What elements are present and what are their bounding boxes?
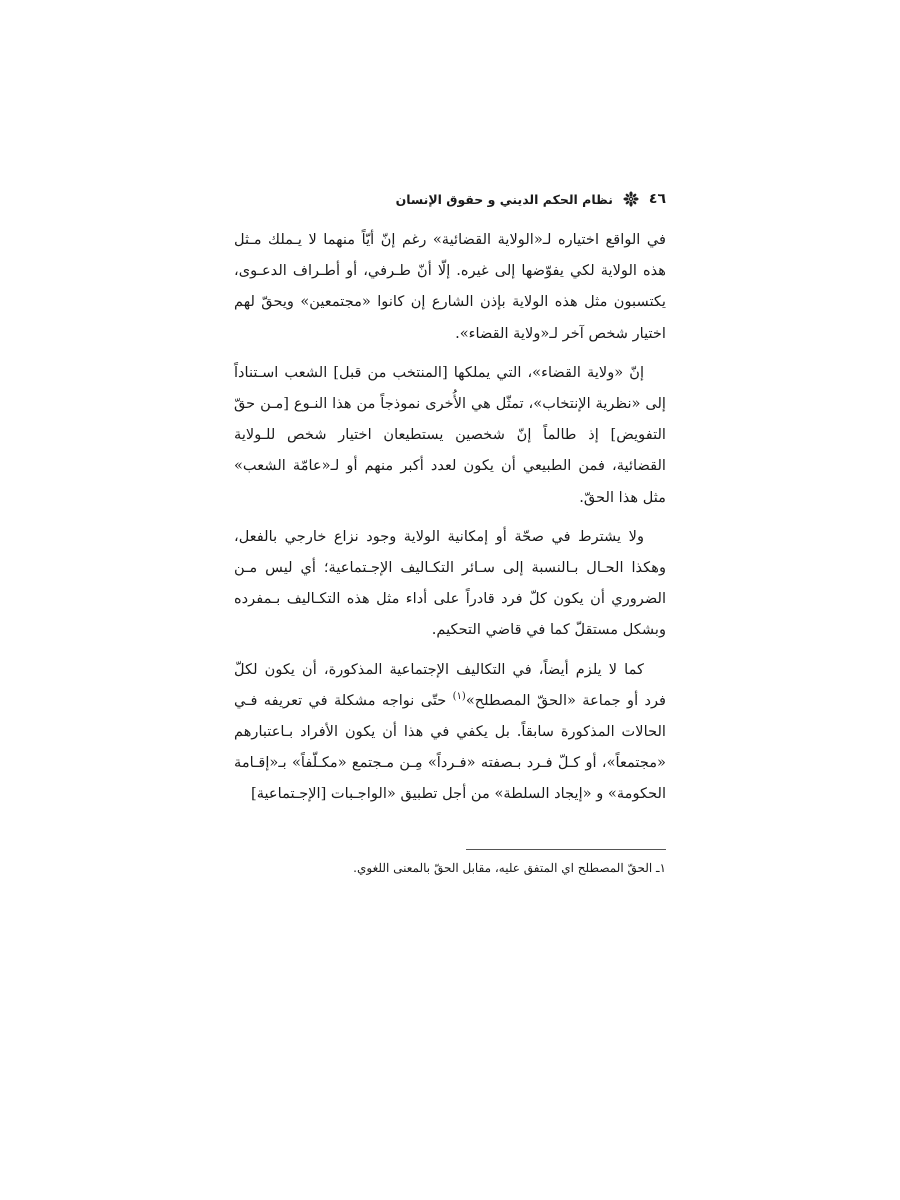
footnote: ١ـ الحقّ المصطلح اي المتفق عليه، مقابل الحقّ بالمعنى اللغوي. [353, 861, 666, 875]
flower-ornament-icon [623, 191, 639, 207]
body-text [234, 224, 666, 818]
paragraph-1: في الواقع اختياره لـ«الولاية القضائية» رغم إنّ أيّاً منهما لا يـملك مـثل هذه الولاية لكي يفوّضها إلى غيره. إلّا أنّ طـرفي، أو أطـراف الدعـوى، يكتسبون مثل هذه الولاية بإذن الشارع إن كانوا «مجتمعين» ويحقّ لهم اختيار شخص آخر لـ«ولاية القضاء». [234, 231, 666, 342]
page-number: ٤٦ [648, 191, 666, 207]
footnote-divider [466, 849, 666, 850]
running-header [236, 186, 666, 212]
paragraph-2: إنّ «ولاية القضاء»، التي يملكها [المنتخب من قبل] الشعب اسـتناداً إلى «نظرية الإنتخاب»، تمثّل هي الأُخرى نموذجاً من هذا النـوع [مـن حقّ التفويض] إذ طالماً إنّ شخصين يستطيعان اختيار شخص للـولاية القضائية، فمن الطبيعي أن يكون لعدد أكبر منهم أو لـ«عامّة الشعب» مثل هذا الحقّ. [234, 363, 666, 506]
paragraph-4-rest: حتّى نواجه مشكلة في تعريفه فـي الحالات المذكورة سابقاً. بل يكفي في هذا أن يكون الأفراد بـاعتبارهم «مجتمعاً»، أو كـلّ فـرد بـصفته «فـرداً» مِـن مـجتمع «مكـلّفاً» بـ«إقـامة الحكومة» و «إيجاد السلطة» من أجل تطبيق «الواجـبات [الإجـتماعية] [234, 691, 666, 803]
running-header-title: نظام الحكم الديني و حقوق الإنسان [395, 191, 613, 207]
footnote-reference: (١) [452, 690, 466, 702]
paragraph-3: ولا يشترط في صحّة أو إمكانية الولاية وجود نزاع خارجي بالفعل، وهكذا الحـال بـالنسبة إلى سـائر التكـاليف الإجـتماعية؛ أي ليس مـن الضروري أن يكون كلّ فرد قادراً على أداء مثل هذه التكـاليف بـمفرده وبشكل مستقلّ كما في قاضي التحكيم. [234, 527, 666, 639]
paragraph-4-start: كما لا يلزم أيضاً، في التكاليف الإجتماعية المذكورة، أن يكون لكلّ فرد أو جماعة «الحقّ المصطلح» [234, 660, 667, 709]
paragraph-4 [234, 654, 666, 810]
